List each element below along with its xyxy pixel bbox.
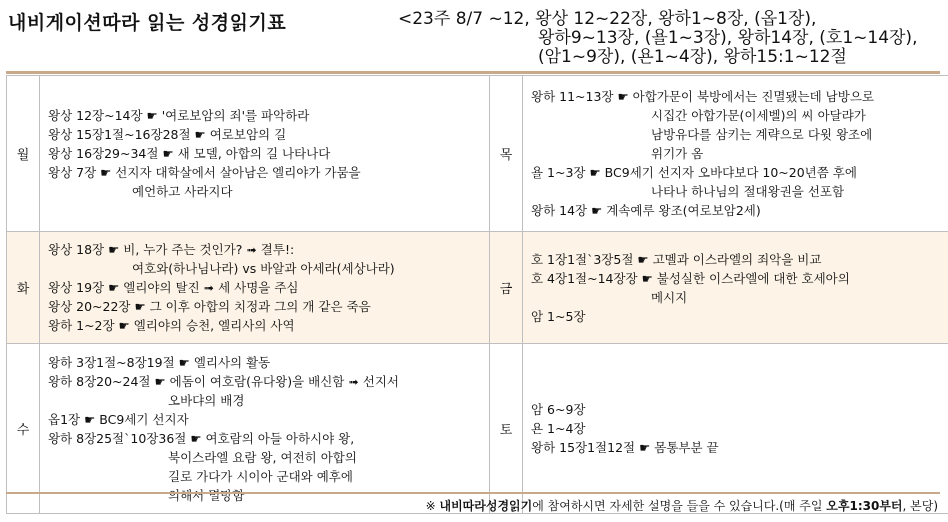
reading-line: 왕상 20~22장 ☛ 그 이후 아합의 치정과 그의 개 같은 죽음 — [48, 299, 371, 314]
reading-line: 암 1~5장 — [531, 308, 586, 324]
top-rule — [6, 71, 940, 74]
reading-line: 왕하 11~13장 ☛ 아합가문이 북방에서는 진멸됐는데 남방으로 — [531, 89, 874, 104]
footer-note — [426, 497, 938, 514]
day-content-thu — [523, 76, 948, 232]
reading-line: 왕하 14장 ☛ 계속예루 왕조(여로보암2세) — [531, 203, 761, 218]
reading-line: 왕하 8장25절`10장36절 ☛ 여호람의 아들 아하시야 왕, — [48, 430, 355, 446]
reading-line: 왕상 18장 ☛ 비, 누가 주는 것인가? ➟ 결투!: — [48, 242, 295, 257]
schedule-table — [6, 75, 948, 514]
footer-program-name: 내비따라성경읽기 — [439, 499, 533, 513]
day-label-fri: 금 — [490, 232, 523, 344]
reading-line: 예언하고 사라지다 — [132, 184, 233, 199]
reading-line: 왕상 7장 ☛ 선지자 대학살에서 살아남은 엘리야가 가뭄을 — [48, 165, 361, 180]
reading-line: 호 4장1절~14장장 ☛ 불성실한 이스라엘에 대한 호세아의 — [531, 270, 850, 286]
schedule-row-1 — [7, 76, 948, 232]
reading-line: 옵1장 ☛ BC9세기 선지자 — [48, 411, 189, 427]
footer-time: 오후1:30부터 — [826, 499, 903, 513]
day-label-sat: 토 — [490, 344, 523, 514]
reading-line: 왕상 19장 ☛ 엘리야의 탈진 ➟ 세 사명을 주심 — [48, 280, 299, 295]
reading-line: 남방유다를 삼키는 계략으로 다윗 왕조에 — [651, 127, 873, 142]
range-line-1: <23주 8/7 ~12, 왕상 12~22장, 왕하1~8장, (옵1장), — [398, 9, 817, 29]
reading-line: 시집간 아합가문(이세벨)의 씨 아달랴가 — [651, 108, 866, 123]
reading-line: 위기가 옴 — [651, 146, 704, 161]
footer-place: , 본당) — [902, 499, 938, 513]
day-content-wed — [40, 344, 490, 514]
range-line-2: 왕하9~13장, (욜1~3장), 왕하14장, (호1~14장), — [538, 28, 918, 48]
reading-range — [398, 10, 938, 67]
reading-line: 의해서 멸망함 — [168, 487, 245, 503]
day-content-fri — [523, 232, 948, 344]
reading-line: 왕하 1~2장 ☛ 엘리야의 승천, 엘리사의 사역 — [48, 318, 295, 333]
range-line-3: (암1~9장), (욘1~4장), 왕하15:1~12절 — [538, 47, 847, 67]
footer-prefix: ※ — [425, 499, 440, 513]
reading-line: 왕하 8장20~24절 ☛ 에돔이 여호람(유다왕)을 배신함 ➟ 선지서 — [48, 373, 399, 389]
reading-line: 왕하 15장1절12절 ☛ 몸통부분 끝 — [531, 440, 719, 455]
reading-line: 여호와(하나님나라) vs 바알과 아세라(세상나라) — [132, 261, 395, 276]
footer-text: 에 참여하시면 자세한 설명을 들을 수 있습니다.(매 주일 — [532, 499, 827, 513]
day-content-tue — [40, 232, 490, 344]
schedule-row-3 — [7, 344, 948, 514]
day-label-thu: 목 — [490, 76, 523, 232]
reading-line: 욘 1~4장 — [531, 421, 586, 436]
reading-line: 호 1장1절`3장5절 ☛ 고멜과 이스라엘의 죄악을 비교 — [531, 251, 822, 267]
reading-line: 왕하 3장1절~8장19절 ☛ 엘리사의 활동 — [48, 354, 271, 370]
day-content-mon — [40, 76, 490, 232]
day-label-mon: 월 — [7, 76, 40, 232]
day-label-wed: 수 — [7, 344, 40, 514]
reading-line: 나타나 하나님의 절대왕권을 선포함 — [651, 184, 845, 199]
reading-line: 왕상 15장1절~16장28절 ☛ 여로보암의 길 — [48, 127, 287, 142]
reading-line: 북이스라엘 요람 왕, 여전히 아합의 — [168, 449, 357, 465]
reading-line: 왕상 12장~14장 ☛ '여로보암의 죄'를 파악하라 — [48, 108, 310, 123]
schedule-row-2 — [7, 232, 948, 344]
reading-line: 길로 가다가 시이아 군대와 예후에 — [168, 468, 353, 484]
day-label-tue: 화 — [7, 232, 40, 344]
bottom-rule — [6, 492, 940, 494]
reading-line: 암 6~9장 — [531, 402, 586, 417]
reading-line: 욜 1~3장 ☛ BC9세기 선지자 오바댜보다 10~20년쯤 후에 — [531, 165, 857, 180]
reading-line: 메시지 — [651, 289, 688, 305]
day-content-sat — [523, 344, 948, 514]
reading-line: 왕상 16장29~34절 ☛ 새 모델, 아합의 길 나타나다 — [48, 146, 331, 161]
reading-line: 오바댜의 배경 — [168, 392, 245, 408]
page-title: 내비게이션따라 읽는 성경읽기표 — [8, 12, 287, 34]
